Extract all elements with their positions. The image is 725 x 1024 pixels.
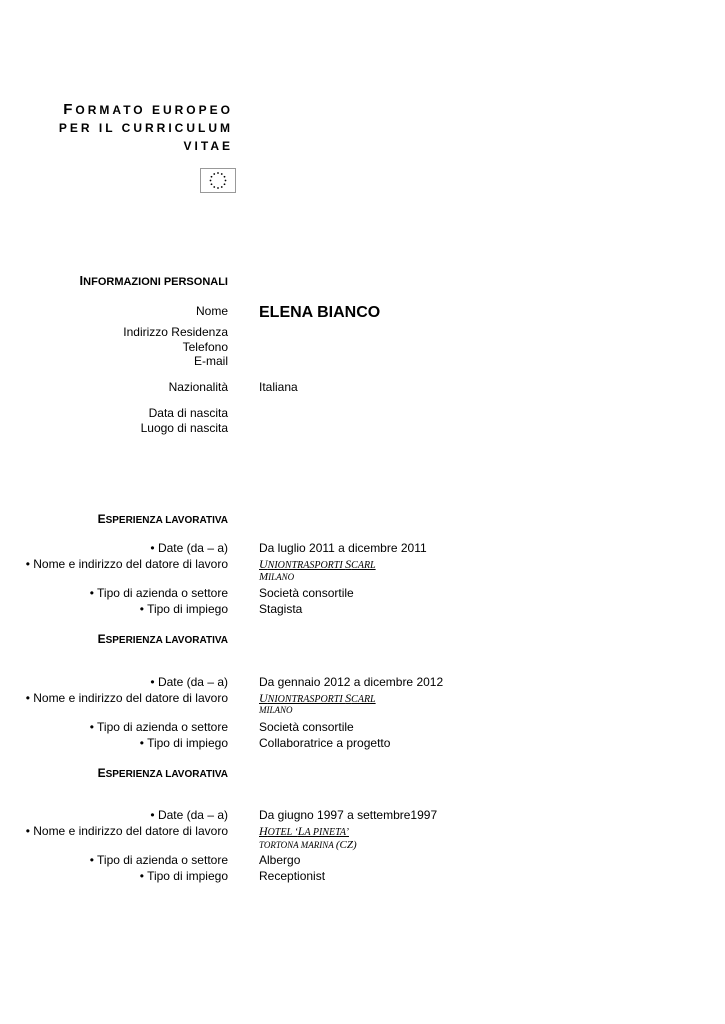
flag-star [211, 176, 213, 178]
exp1-employer-label: • Nome e indirizzo del datore di lavoro [25, 557, 228, 571]
flag-star [217, 187, 219, 189]
exp1-sector: Società consortile [259, 586, 354, 600]
cv-title-line3: VITAE [183, 139, 233, 153]
exp2-sector: Società consortile [259, 720, 354, 734]
email-label: E-mail [193, 354, 228, 368]
flag-star [211, 183, 213, 185]
exp2-sector-label: • Tipo di azienda o settore [89, 720, 228, 734]
flag-star [221, 173, 223, 175]
birthplace-label: Luogo di nascita [140, 421, 228, 435]
name-value: ELENA BIANCO [259, 304, 381, 321]
exp1-dates-label: • Date (da – a) [150, 541, 228, 555]
exp2-employer: UNIONTRASPORTI SCARL [259, 691, 376, 705]
flag-star [213, 173, 215, 175]
exp3-employer-label: • Nome e indirizzo del datore di lavoro [25, 824, 228, 838]
flag-star [213, 186, 215, 188]
exp2-dates-label: • Date (da – a) [150, 675, 228, 689]
cv-title [59, 101, 233, 155]
section-experience-3: ESPERIENZA LAVORATIVA [97, 766, 228, 780]
nationality-value: Italiana [259, 380, 298, 394]
exp3-role: Receptionist [259, 869, 326, 883]
flag-star [217, 172, 219, 174]
exp2-dates: Da gennaio 2012 a dicembre 2012 [259, 675, 444, 689]
exp3-employer: HOTEL ‘LA PINETA’ [259, 824, 349, 838]
eu-flag-icon [200, 168, 236, 193]
flag-star [221, 186, 223, 188]
name-label: Nome [195, 304, 228, 318]
nationality-label: Nazionalità [168, 380, 228, 394]
exp2-role-label: • Tipo di impiego [139, 736, 228, 750]
flag-star [225, 180, 227, 182]
flag-star [224, 183, 226, 185]
exp3-dates-label: • Date (da – a) [150, 808, 228, 822]
exp3-sector-label: • Tipo di azienda o settore [89, 853, 228, 867]
exp1-role: Stagista [259, 602, 303, 616]
section-experience-1: ESPERIENZA LAVORATIVA [97, 512, 228, 526]
exp1-city: MILANO [259, 571, 295, 583]
exp1-sector-label: • Tipo di azienda o settore [89, 586, 228, 600]
flag-star [224, 176, 226, 178]
exp3-sector: Albergo [259, 853, 301, 867]
cv-title-line1: FORMATO EUROPEO [63, 101, 233, 118]
birthdate-label: Data di nascita [148, 406, 228, 420]
exp3-dates: Da giugno 1997 a settembre1997 [259, 808, 438, 822]
exp3-city: TORTONA MARINA (CZ) [259, 839, 357, 851]
section-experience-2: ESPERIENZA LAVORATIVA [97, 632, 228, 646]
exp3-role-label: • Tipo di impiego [139, 869, 228, 883]
address-label: Indirizzo Residenza [123, 325, 228, 339]
exp1-employer: UNIONTRASPORTI SCARL [259, 557, 376, 571]
exp1-role-label: • Tipo di impiego [139, 602, 228, 616]
exp2-role: Collaboratrice a progetto [259, 736, 391, 750]
flag-star [210, 180, 212, 182]
exp2-city: MILANO [259, 705, 293, 715]
exp2-employer-label: • Nome e indirizzo del datore di lavoro [25, 691, 228, 705]
phone-label: Telefono [182, 340, 228, 354]
section-personal-info: INFORMAZIONI PERSONALI [79, 273, 228, 288]
exp1-dates: Da luglio 2011 a dicembre 2011 [259, 541, 427, 555]
cv-title-line2: PER IL CURRICULUM [58, 121, 233, 135]
